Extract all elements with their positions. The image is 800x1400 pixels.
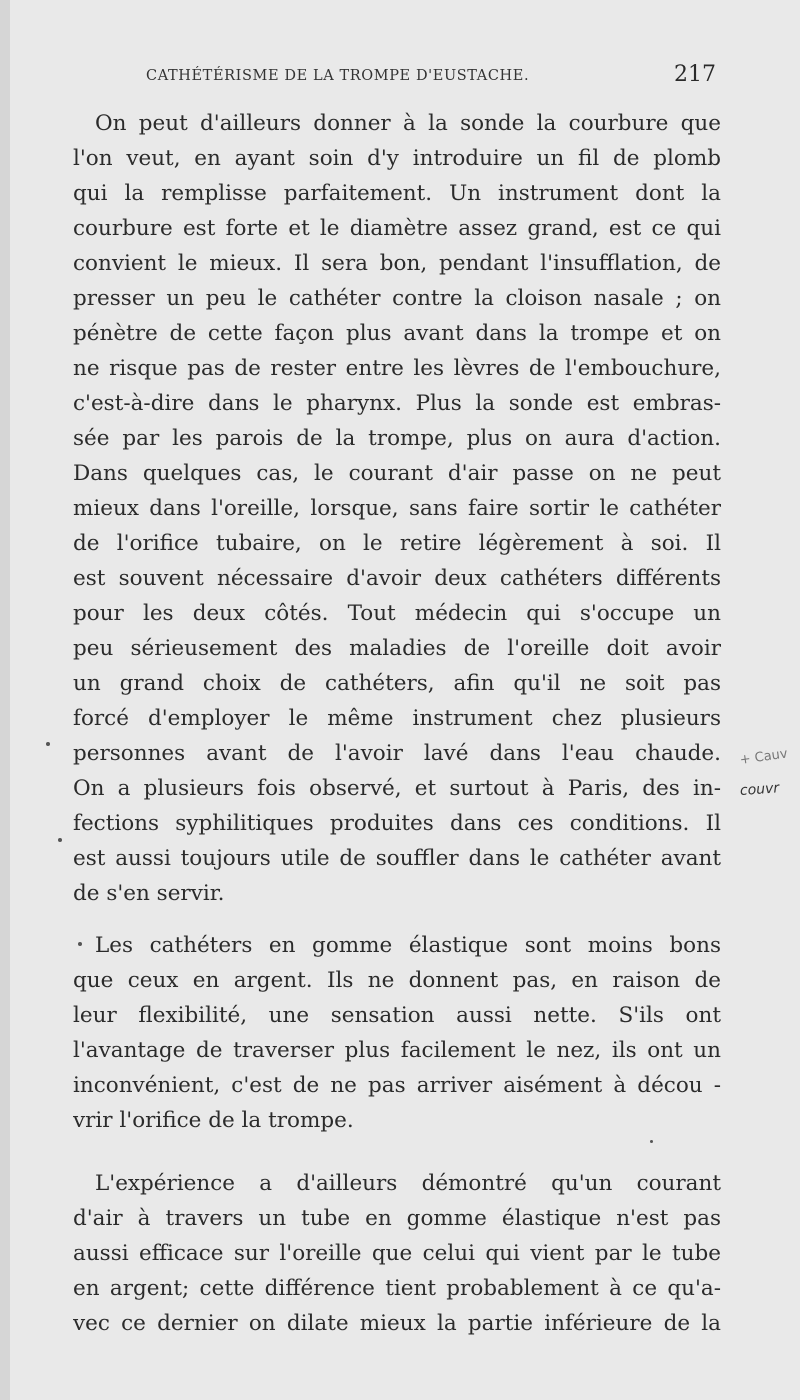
text-line: convient le mieux. Il sera bon, pendant l'insufflation, de	[73, 251, 721, 276]
handwritten-margin-note	[738, 746, 800, 822]
text-line: courbure est forte et le diamètre assez grand, est ce qui	[73, 216, 721, 241]
text-line: vrir l'orifice de la trompe.	[73, 1108, 354, 1133]
margin-note-line: couvr	[739, 780, 780, 799]
text-line: peu sérieusement des maladies de l'oreille doit avoir	[73, 636, 721, 661]
text-line: personnes avant de l'avoir lavé dans l'eau chaude.	[73, 741, 721, 766]
text-line: pour les deux côtés. Tout médecin qui s'occupe un	[73, 601, 721, 626]
text-line: forcé d'employer le même instrument chez plusieurs	[73, 706, 721, 731]
page-number: 217	[674, 62, 716, 87]
text-line: mieux dans l'oreille, lorsque, sans faire sortir le cathéter	[73, 496, 721, 521]
text-line: de l'orifice tubaire, on le retire légèrement à soi. Il	[73, 531, 721, 556]
text-line: L'expérience a d'ailleurs démontré qu'un courant	[95, 1171, 721, 1196]
ink-speck	[46, 742, 50, 746]
text-line: presser un peu le cathéter contre la cloison nasale ; on	[73, 286, 721, 311]
text-line: que ceux en argent. Ils ne donnent pas, en raison de	[73, 968, 721, 993]
ink-speck	[650, 1140, 653, 1143]
text-line: aussi efficace sur l'oreille que celui qui vient par le tube	[73, 1241, 721, 1266]
text-line: On peut d'ailleurs donner à la sonde la courbure que	[95, 111, 721, 136]
text-line: ne risque pas de rester entre les lèvres de l'embouchure,	[73, 356, 721, 381]
page-header	[146, 62, 716, 92]
paragraph-3	[73, 1166, 721, 1341]
text-line: Dans quelques cas, le courant d'air passe on ne peut	[73, 461, 721, 486]
text-line: pénètre de cette façon plus avant dans la trompe et on	[73, 321, 721, 346]
text-line: On a plusieurs fois observé, et surtout à Paris, des in-	[73, 776, 721, 801]
text-line: est souvent nécessaire d'avoir deux cathéters différents	[73, 566, 721, 591]
page-edge	[0, 0, 10, 1400]
text-line: l'on veut, en ayant soin d'y introduire un fil de plomb	[73, 146, 721, 171]
text-line: sée par les parois de la trompe, plus on aura d'action.	[73, 426, 721, 451]
text-line: leur flexibilité, une sensation aussi nette. S'ils ont	[73, 1003, 721, 1028]
text-line: Les cathéters en gomme élastique sont moins bons	[95, 933, 721, 958]
paragraph-1	[73, 106, 721, 911]
text-line: c'est-à-dire dans le pharynx. Plus la sonde est embras-	[73, 391, 721, 416]
text-line: vec ce dernier on dilate mieux la partie inférieure de la	[73, 1311, 721, 1336]
ink-speck	[78, 942, 82, 946]
text-line: inconvénient, c'est de ne pas arriver aisément à décou -	[73, 1073, 721, 1098]
paragraph-2	[73, 928, 721, 1138]
text-line: d'air à travers un tube en gomme élastique n'est pas	[73, 1206, 721, 1231]
running-title: CATHÉTÉRISME DE LA TROMPE D'EUSTACHE.	[146, 68, 530, 84]
text-line: fections syphilitiques produites dans ces conditions. Il	[73, 811, 721, 836]
text-line: en argent; cette différence tient probablement à ce qu'a-	[73, 1276, 721, 1301]
text-line: un grand choix de cathéters, afin qu'il ne soit pas	[73, 671, 721, 696]
text-line: qui la remplisse parfaitement. Un instrument dont la	[73, 181, 721, 206]
ink-speck	[58, 838, 62, 842]
text-line: est aussi toujours utile de souffler dans le cathéter avant	[73, 846, 721, 871]
margin-note-line: + Cauv	[738, 746, 789, 768]
text-line: l'avantage de traverser plus facilement le nez, ils ont un	[73, 1038, 721, 1063]
text-line: de s'en servir.	[73, 881, 225, 906]
